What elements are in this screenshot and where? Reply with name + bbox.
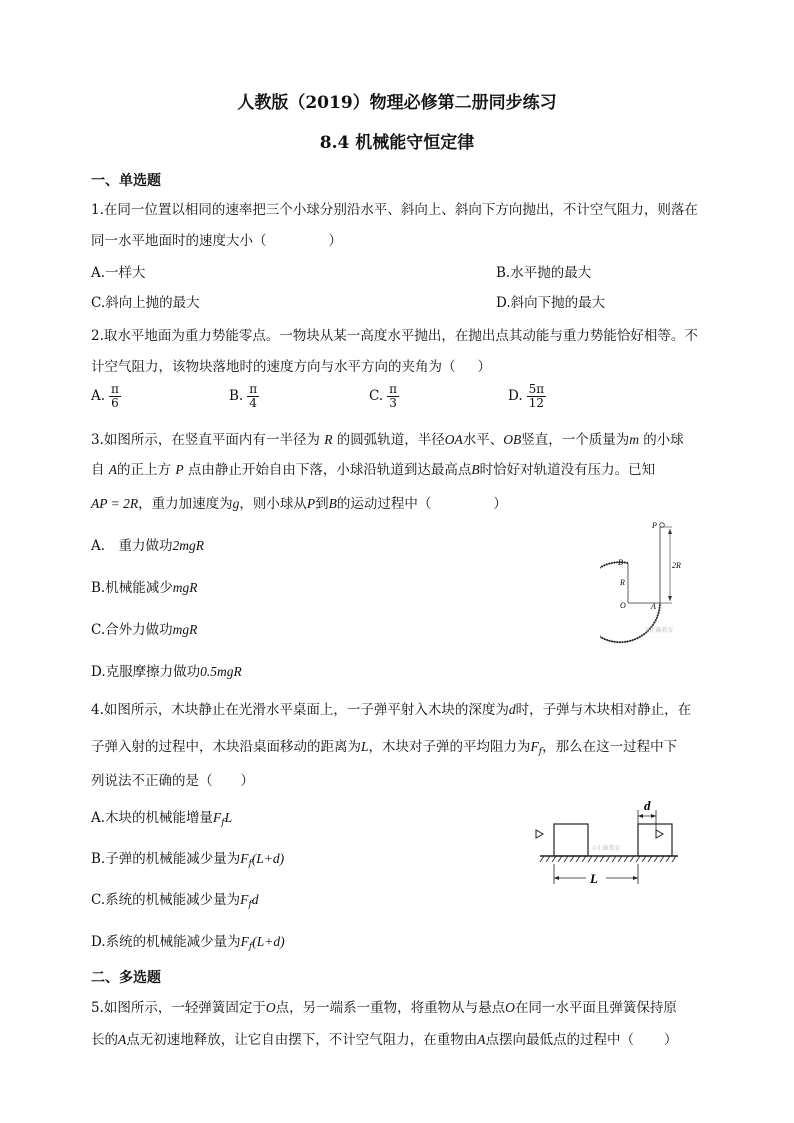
q4-stem-line3: 列说法不正确的是（ ） [91,773,254,789]
page-title: 人教版（2019）物理必修第二册同步练习 [237,93,557,113]
q1-option-a: A.一样大 [91,265,146,281]
q3-track-diagram [600,515,700,645]
q2-option-a: A. $\frac{\pi}{6}$ [91,382,119,410]
q4-option-b: B.子弹的机械能减少量为$F_f(L+d)$ [91,851,285,869]
q2-stem-line1: 2.取水平地面为重力势能零点。一物块从某一高度水平抛出，在抛出点其动能与重力势能恰好相等。不 [91,328,698,344]
q1-stem-line2: 同一水平地面时的速度大小（ ） [91,233,342,249]
page-subtitle: 8.4 机械能守恒定律 [319,133,475,153]
section-title-single-choice: 一、单选题 [91,173,161,189]
q4-option-d: D.系统的机械能减少量为$F_f(L+d)$ [91,934,285,952]
q3-stem-line2: 自 A的正上方 P 点由静止开始自由下落，小球沿轨道到达最高点B时恰好对轨道没有压力。已知 [91,462,656,478]
q4-option-c: C.系统的机械能减少量为$F_fd$ [91,892,259,910]
q3-fig-label-o: O [620,601,626,610]
q3-fig-label-b: B [618,558,623,567]
q4-stem-line2: 子弹入射的过程中，木块沿桌面移动的距离为L，木块对子弹的平均阻力为$F_f$，那么在这一过程中下 [91,739,678,757]
q3-option-b: B.机械能减少mgR [91,580,198,596]
q3-option-c: C.合外力做功mgR [91,622,198,638]
q2-option-d: D. $\frac{5\pi}{12}$ [508,382,545,410]
q3-option-a: A. 重力做功2mgR [91,538,205,554]
q3-fig-watermark: ©正确教育 [645,628,674,634]
q3-stem-line3: AP = 2R，重力加速度为g，则小球从P到B的运动过程中（ ） [91,496,507,512]
q4-bullet-block-diagram [530,790,690,890]
q2-option-c: C. $\frac{\pi}{3}$ [369,382,398,410]
q3-fig-label-2r: 2R [672,561,681,570]
q1-stem-line1: 1.在同一位置以相同的速率把三个小球分别沿水平、斜向上、斜向下方向抛出，不计空气阻力，则落在 [91,202,698,218]
q3-fig-label-a: A [651,602,656,611]
q3-option-d: D.克服摩擦力做功0.5mgR [91,664,242,680]
q4-fig-watermark: ©正确教育 [592,846,621,852]
q1-option-b: B.水平抛的最大 [496,265,592,281]
q4-option-a: A.木块的机械能增量$F_fL$ [91,810,233,828]
q2-stem-line2: 计空气阻力，该物块落地时的速度方向与水平方向的夹角为（ ） [91,359,491,375]
q2-option-b: B. $\frac{\pi}{4}$ [229,382,258,410]
q4-fig-label-l: L [590,871,598,886]
q3-stem-line1: 3.如图所示，在竖直平面内有一半径为 R 的圆弧轨道，半径OA水平、OB竖直，一个质量为m 的小球 [91,432,684,448]
q3-fig-label-p: P [652,521,657,530]
q1-option-d: D.斜向下抛的最大 [496,295,606,311]
q5-stem-line1: 5.如图所示，一轻弹簧固定于O点，另一端系一重物，将重物从与悬点O在同一水平面且弹簧保持原 [91,1000,677,1016]
q5-stem-line2: 长的A点无初速地释放，让它自由摆下，不计空气阻力，在重物由A点摆向最低点的过程中（ ） [91,1032,678,1048]
q4-stem-line1: 4.如图所示，木块静止在光滑水平桌面上，一子弹平射入木块的深度为d时，子弹与木块相对静止，在 [91,702,692,718]
q1-option-c: C.斜向上抛的最大 [91,295,200,311]
q3-fig-label-r: R [620,578,625,587]
q4-fig-label-d: d [644,798,651,813]
section-title-multi-choice: 二、多选题 [91,970,161,986]
